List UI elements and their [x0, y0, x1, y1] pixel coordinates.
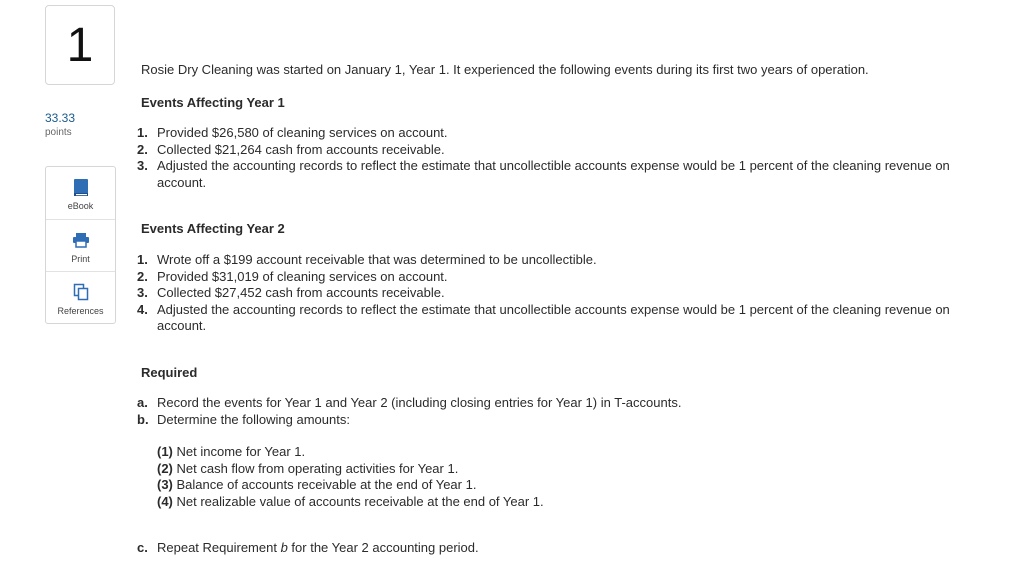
- list-item: (3) Balance of accounts receivable at the end of Year 1.: [157, 477, 477, 492]
- print-label: Print: [71, 254, 90, 264]
- book-icon: [73, 177, 89, 197]
- list-item: 4. Adjusted the accounting records to reflect the estimate that uncollectible accounts expense would be 1 percent of the cleaning revenue on account.: [137, 301, 950, 333]
- tool-panel: [45, 166, 116, 324]
- references-button[interactable]: [46, 271, 115, 323]
- list-item: a. Record the events for Year 1 and Year 2 (including closing entries for Year 1) in T-accounts.: [137, 395, 682, 410]
- list-item: 1. Provided $26,580 of cleaning services on account.: [137, 125, 448, 140]
- year2-events-list: [137, 252, 957, 335]
- question-number: 1: [45, 5, 115, 85]
- list-item: b. Determine the following amounts:: [137, 411, 350, 427]
- printer-icon: [72, 230, 90, 250]
- ebook-button[interactable]: [46, 167, 115, 219]
- year1-heading: Events Affecting Year 1: [141, 95, 285, 110]
- list-item: 2. Collected $21,264 cash from accounts receivable.: [137, 141, 445, 157]
- references-icon: [73, 282, 89, 302]
- list-item: 3. Adjusted the accounting records to reflect the estimate that uncollectible accounts expense would be 1 percent of the cleaning revenue on account.: [137, 158, 950, 190]
- problem-intro: Rosie Dry Cleaning was started on January 1, Year 1. It experienced the following events during its first two years of operation.: [141, 62, 869, 77]
- list-item: 3. Collected $27,452 cash from accounts receivable.: [137, 285, 445, 300]
- required-heading: Required: [141, 365, 198, 380]
- list-item: 2. Provided $31,019 of cleaning services on account.: [137, 268, 448, 284]
- required-list: [137, 395, 957, 428]
- year2-heading: Events Affecting Year 2: [141, 221, 285, 236]
- required-c-list: [137, 540, 957, 557]
- list-item: 1. Wrote off a $199 account receivable that was determined to be uncollectible.: [137, 252, 597, 267]
- references-label: References: [57, 306, 104, 316]
- points-label: points: [45, 127, 72, 138]
- print-button[interactable]: [46, 219, 115, 271]
- list-item: (2) Net cash flow from operating activities for Year 1.: [157, 460, 459, 476]
- ebook-label: eBook: [67, 201, 94, 211]
- points-value: 33.33: [45, 111, 76, 125]
- list-item: c. Repeat Requirement b for the Year 2 accounting period.: [137, 540, 479, 555]
- amounts-list: [157, 444, 544, 510]
- year1-events-list: [137, 125, 957, 191]
- list-item: (4) Net realizable value of accounts receivable at the end of Year 1.: [157, 493, 544, 509]
- list-item: (1) Net income for Year 1.: [157, 444, 306, 459]
